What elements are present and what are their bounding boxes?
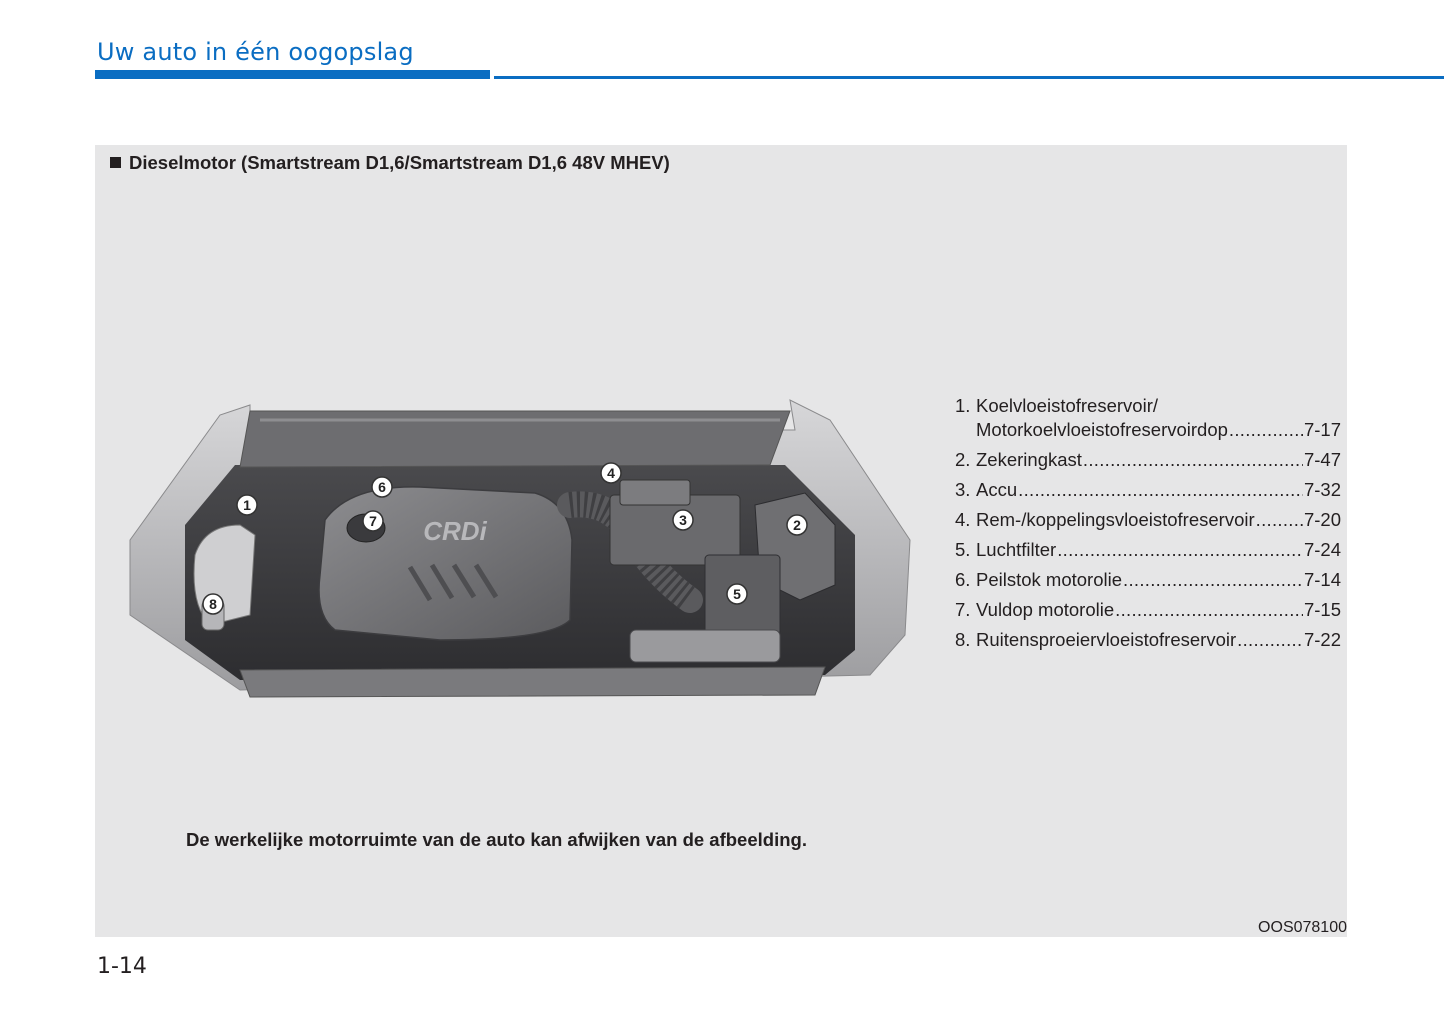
content-panel (95, 145, 1347, 937)
section-title: Uw auto in één oogopslag (97, 38, 414, 66)
legend-item (955, 509, 1341, 539)
legend-item-name-line1: Koelvloeistofreservoir/ (976, 395, 1158, 416)
legend-item (955, 599, 1341, 629)
engine-bay-illustration (110, 375, 915, 715)
svg-text:6: 6 (378, 479, 386, 495)
leader-dots (1237, 629, 1303, 651)
svg-text:5: 5 (733, 586, 741, 602)
svg-text:7: 7 (369, 513, 377, 529)
leader-dots (1123, 569, 1303, 591)
header-rule-thick (95, 70, 490, 79)
panel-heading (110, 152, 670, 174)
legend-item-number: 8. (955, 629, 971, 650)
leader-dots (1057, 539, 1303, 561)
engine-cover-logo: CRDi (423, 516, 487, 546)
legend-item-page-ref: 7-20 (1303, 509, 1341, 530)
legend-item-page-ref: 7-15 (1303, 599, 1341, 620)
legend-item-name: Accu (976, 479, 1018, 500)
legend-item (955, 629, 1341, 659)
legend-item-number: 3. (955, 479, 971, 500)
callout-4 (601, 463, 621, 483)
legend-item (955, 449, 1341, 479)
component-legend (955, 395, 1341, 659)
legend-item-page-ref: 7-17 (1303, 419, 1341, 440)
figure-caption: De werkelijke motorruimte van de auto kan afwijken van de afbeelding. (186, 829, 807, 850)
svg-text:2: 2 (793, 517, 801, 533)
callout-1 (237, 495, 257, 515)
svg-text:1: 1 (243, 497, 251, 513)
legend-item-page-ref: 7-14 (1303, 569, 1341, 590)
header-rule-thin (494, 76, 1444, 79)
leader-dots (1229, 419, 1303, 441)
bullet-square-icon (110, 157, 121, 168)
legend-item-number: 6. (955, 569, 971, 590)
leader-dots (1083, 449, 1303, 471)
callout-8 (203, 594, 223, 614)
legend-item-name: Luchtfilter (976, 539, 1057, 560)
legend-item-name: Ruitensproeiervloeistofreservoir (976, 629, 1237, 650)
svg-text:3: 3 (679, 512, 687, 528)
legend-item-page-ref: 7-32 (1303, 479, 1341, 500)
legend-item-name: Rem-/koppelingsvloeistofreservoir (976, 509, 1255, 530)
legend-item-name: Motorkoelvloeistofreservoirdop (976, 419, 1228, 440)
legend-item (955, 479, 1341, 509)
legend-item-number: 4. (955, 509, 971, 530)
legend-item-name: Zekeringkast (976, 449, 1082, 470)
figure-code: OOS078100 (1258, 919, 1347, 936)
legend-item-name: Peilstok motorolie (976, 569, 1123, 590)
svg-text:8: 8 (209, 596, 217, 612)
legend-item (955, 539, 1341, 569)
callout-7 (363, 511, 383, 531)
leader-dots (1256, 509, 1303, 531)
callout-5 (727, 584, 747, 604)
callout-6 (372, 477, 392, 497)
legend-item-number: 7. (955, 599, 971, 620)
leader-dots (1018, 479, 1303, 501)
callout-3 (673, 510, 693, 530)
legend-item-name: Vuldop motorolie (976, 599, 1115, 620)
legend-item-number: 1. (955, 395, 971, 416)
legend-item-page-ref: 7-24 (1303, 539, 1341, 560)
legend-item-number: 2. (955, 449, 971, 470)
page-number: 1-14 (97, 954, 147, 979)
legend-item-page-ref: 7-47 (1303, 449, 1341, 470)
legend-item-number: 5. (955, 539, 971, 560)
panel-heading-text: Dieselmotor (Smartstream D1,6/Smartstream D1,6 48V MHEV) (129, 152, 670, 173)
svg-text:4: 4 (607, 465, 615, 481)
callout-2 (787, 515, 807, 535)
legend-item-page-ref: 7-22 (1303, 629, 1341, 650)
leader-dots (1115, 599, 1303, 621)
legend-item (955, 569, 1341, 599)
legend-item (955, 395, 1341, 449)
